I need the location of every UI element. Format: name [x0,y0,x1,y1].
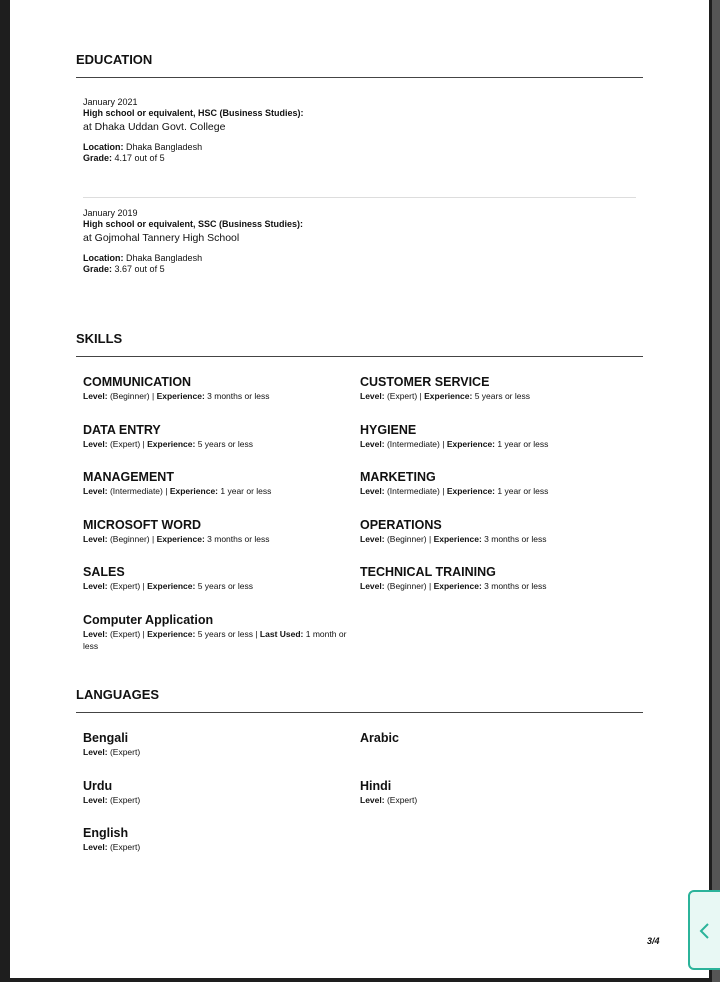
scrollbar[interactable] [712,0,720,982]
language-name: English [83,826,129,841]
languages-heading: LANGUAGES [76,687,160,702]
edu-degree: High school or equivalent, SSC (Business Studies): [83,219,304,229]
edu-location: Location: Dhaka Bangladesh [83,142,203,152]
skill-details: Level: (Expert) | Experience: 5 years or less [83,581,253,592]
education-entry [83,208,303,275]
edu-degree: High school or equivalent, HSC (Business Studies): [83,108,304,118]
divider [76,712,643,713]
skill-details: Level: (Intermediate) | Experience: 1 year or less [83,486,272,497]
skill-details: Level: (Intermediate) | Experience: 1 year or less [360,438,549,449]
skill-name: MARKETING [360,470,436,485]
edu-grade: Grade: 4.17 out of 5 [83,153,165,163]
divider [76,356,643,357]
skill-name: DATA ENTRY [83,422,161,437]
skill-item [83,375,363,402]
skill-details: Level: (Intermediate) | Experience: 1 year or less [360,486,549,497]
language-level: Level: (Expert) [360,794,418,805]
skill-item [360,565,640,592]
skill-item [360,470,640,497]
edu-date: January 2021 [83,97,138,107]
language-level: Level: (Expert) [83,747,141,757]
education-heading: EDUCATION [76,52,153,67]
skill-details: Level: (Beginner) | Experience: 3 months or less [83,391,270,401]
edu-grade: Grade: 3.67 out of 5 [83,264,165,274]
edu-school: at Gojmohal Tannery High School [83,232,240,244]
education-entry [83,97,304,164]
skill-name: TECHNICAL TRAINING [360,565,496,580]
skill-name: Computer Application [83,613,214,627]
skill-details: Level: (Beginner) | Experience: 3 months or less [83,533,270,544]
collapse-panel-button[interactable] [688,890,720,970]
skill-details: Level: (Expert) | Experience: 5 years or less [360,391,530,401]
language-name: Urdu [83,778,113,793]
divider [76,77,643,78]
skill-item [83,470,363,497]
skill-item [360,423,640,450]
language-item [83,779,363,806]
skill-details: Level: (Expert) | Experience: 5 years or less [83,438,253,449]
language-name: Hindi [360,778,392,793]
skill-name: COMMUNICATION [83,375,192,389]
chevron-left-icon [697,922,711,940]
language-level: Level: (Expert) [83,794,141,805]
edu-date: January 2019 [83,208,138,218]
skill-details: Level: (Beginner) | Experience: 3 months or less [360,581,547,592]
skill-item [83,518,363,545]
entry-divider [83,197,636,198]
edu-school: at Dhaka Uddan Govt. College [83,121,226,133]
skill-name: MICROSOFT WORD [83,517,202,532]
language-item [83,826,363,853]
skill-item [83,613,363,652]
skill-details: Level: (Beginner) | Experience: 3 months or less [360,533,547,544]
language-name: Arabic [360,731,399,745]
skill-name: OPERATIONS [360,517,442,532]
language-name: Bengali [83,731,129,745]
skill-item [360,375,640,402]
language-item [360,779,640,806]
language-item [83,731,363,758]
skill-item [83,423,363,450]
skill-name: MANAGEMENT [83,470,174,485]
edu-location: Location: Dhaka Bangladesh [83,253,203,263]
language-item [360,731,640,746]
resume-page [10,0,709,978]
skill-details: Level: (Expert) | Experience: 5 years or less | Last Used: 1 month or less [83,629,347,651]
skill-name: HYGIENE [360,422,417,437]
skill-item [360,518,640,545]
skill-name: SALES [83,565,125,580]
skills-heading: SKILLS [76,331,123,346]
skill-item [83,565,363,592]
skill-name: CUSTOMER SERVICE [360,375,490,389]
page-number: 3/4 [647,936,660,946]
language-level: Level: (Expert) [83,842,141,853]
